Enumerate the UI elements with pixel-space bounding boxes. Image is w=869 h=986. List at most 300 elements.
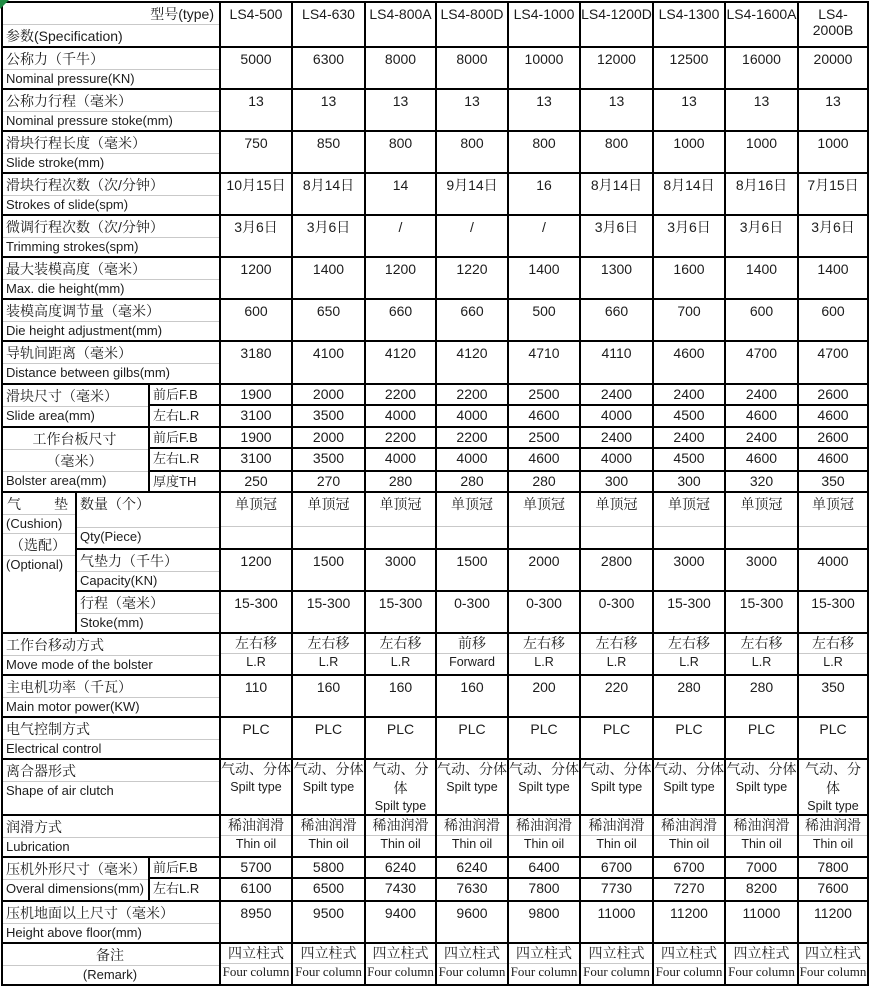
row-label-cell xyxy=(2,215,220,257)
value-cell xyxy=(436,173,508,215)
value-zh: 左右移 xyxy=(235,635,277,651)
value: 15-300 xyxy=(739,595,784,611)
value-cell xyxy=(725,427,798,448)
value-cell xyxy=(798,717,868,759)
value-cell xyxy=(508,384,580,405)
value-cell xyxy=(725,492,798,549)
value: 7430 xyxy=(384,880,417,896)
row-label-en: Strokes of slide(spm) xyxy=(6,197,129,212)
value: 280 xyxy=(532,473,556,489)
value-cell xyxy=(436,943,508,985)
value-cell xyxy=(436,675,508,717)
value: 1000 xyxy=(817,135,849,151)
value: 7730 xyxy=(600,880,633,896)
value-cell xyxy=(725,633,798,675)
value-cell xyxy=(653,549,725,591)
line-separator xyxy=(581,526,652,527)
value: 2600 xyxy=(817,386,849,402)
value: 8月16日 xyxy=(735,177,788,193)
header-row xyxy=(2,2,868,47)
value: 11200 xyxy=(670,905,708,921)
value-cell xyxy=(580,405,653,427)
value: 2400 xyxy=(745,429,778,445)
row-label-en: Distance between gilbs(mm) xyxy=(6,365,171,380)
row-label-zh: 润滑方式 xyxy=(6,819,62,835)
value-zh: 左右移 xyxy=(379,635,422,651)
value-cell xyxy=(798,815,868,857)
value-cell xyxy=(292,47,365,89)
value-cell xyxy=(365,215,436,257)
value-en: Four column xyxy=(655,964,723,979)
value-cell xyxy=(292,427,365,448)
group-label-cell xyxy=(2,857,149,901)
value: 4000 xyxy=(817,553,849,569)
row-label-cell xyxy=(2,47,220,89)
row-label-en: Shape of air clutch xyxy=(6,783,114,798)
spacer xyxy=(77,514,219,527)
spec-row xyxy=(2,131,868,173)
row-label-en: Stoke(mm) xyxy=(80,615,144,630)
value-cell xyxy=(653,878,725,901)
value-cell xyxy=(653,341,725,384)
row-label-en: Trimming strokes(spm) xyxy=(6,239,139,254)
value-zh: 左右移 xyxy=(740,635,783,651)
cushion-sub-label-cell xyxy=(76,549,220,591)
value: 6500 xyxy=(312,880,345,896)
value-cell xyxy=(220,215,292,257)
value: 3月6日 xyxy=(667,219,711,235)
value-cell xyxy=(220,591,292,633)
value: 6240 xyxy=(384,859,417,875)
value-cell xyxy=(508,675,580,717)
value: 4600 xyxy=(673,345,705,361)
value-zh: 左右移 xyxy=(668,635,710,651)
value: 160 xyxy=(388,679,413,695)
model-header: LS4-2000B xyxy=(798,2,868,47)
value-cell xyxy=(508,471,580,492)
value: 4120 xyxy=(384,345,417,361)
cushion-zh-left: 气 xyxy=(7,496,21,512)
value: PLC xyxy=(314,721,343,737)
line-separator xyxy=(221,526,291,527)
value-cell xyxy=(508,633,580,675)
row-label-en: Electrical control xyxy=(6,741,102,756)
sub-label-cell xyxy=(149,384,220,405)
value-cell xyxy=(292,131,365,173)
sub-label: 左右L.R xyxy=(153,451,200,466)
value-cell xyxy=(798,857,868,878)
value: 2500 xyxy=(528,429,560,445)
spec-row xyxy=(2,717,868,759)
spec-subrow xyxy=(2,549,868,591)
value: 660 xyxy=(604,303,629,319)
value-cell xyxy=(292,341,365,384)
value: 4100 xyxy=(312,345,345,361)
cushion-zh-right: 垫 xyxy=(54,496,68,512)
value: 4600 xyxy=(745,407,778,423)
row-label-en: Qty(Piece) xyxy=(80,529,142,544)
value: 9月14日 xyxy=(446,177,498,193)
value-cell xyxy=(798,549,868,591)
value-cell xyxy=(292,405,365,427)
value-cell xyxy=(436,341,508,384)
value-en: Thin oil xyxy=(741,837,782,851)
value: 单顶冠 xyxy=(451,496,493,512)
value-cell xyxy=(508,405,580,427)
value: 280 xyxy=(749,679,774,695)
value-cell xyxy=(436,47,508,89)
value: 280 xyxy=(460,473,484,489)
value: 200 xyxy=(532,679,556,695)
value: 单顶冠 xyxy=(523,496,565,512)
value-cell xyxy=(220,89,292,131)
row-label-en: Main motor power(KW) xyxy=(6,699,140,714)
value: 2400 xyxy=(673,386,705,402)
row-label-zh: 装模高度调节量（毫米） xyxy=(6,303,160,319)
spec-row xyxy=(2,89,868,131)
value-en: L.R xyxy=(246,655,266,669)
value-cell xyxy=(436,759,508,815)
value-zh: 气动、分体 xyxy=(293,761,364,777)
value-cell xyxy=(653,89,725,131)
value-cell xyxy=(653,901,725,943)
value: 3月6日 xyxy=(306,219,351,235)
value: 8200 xyxy=(745,880,778,896)
value: 850 xyxy=(316,135,341,151)
value-cell xyxy=(365,943,436,985)
value: 13 xyxy=(464,93,480,109)
value: 3500 xyxy=(312,450,345,466)
group-label-line: Bolster area(mm) xyxy=(6,473,107,488)
value-cell xyxy=(798,427,868,448)
value-zh: 气动、分体 xyxy=(726,761,797,777)
group-label-line: Overal dimensions(mm) xyxy=(6,881,144,896)
value: 15-300 xyxy=(378,595,423,611)
value-cell xyxy=(725,448,798,471)
spacer xyxy=(581,516,652,526)
value-en: Spilt type xyxy=(302,780,355,794)
value-cell xyxy=(220,471,292,492)
value-cell xyxy=(653,173,725,215)
value-cell xyxy=(292,857,365,878)
value-cell xyxy=(580,299,653,341)
spec-subrow xyxy=(2,427,868,448)
value-cell xyxy=(365,384,436,405)
value-cell xyxy=(436,878,508,901)
value: / xyxy=(542,219,546,235)
value-cell xyxy=(365,427,436,448)
value-cell xyxy=(436,471,508,492)
value: 6700 xyxy=(600,859,633,875)
value-zh: 气动、分体 xyxy=(509,761,579,777)
value: 3100 xyxy=(240,450,272,466)
value-cell xyxy=(725,471,798,492)
value-cell xyxy=(436,591,508,633)
value-cell xyxy=(725,878,798,901)
value-zh: 左右移 xyxy=(595,635,638,651)
value-cell xyxy=(798,675,868,717)
row-label-zh: 滑块行程长度（毫米） xyxy=(6,135,146,151)
value-cell xyxy=(798,901,868,943)
spacer xyxy=(437,516,507,526)
value-cell xyxy=(436,299,508,341)
value-cell xyxy=(798,47,868,89)
value-cell xyxy=(220,405,292,427)
value-en: Four column xyxy=(295,964,362,979)
row-label-cell xyxy=(2,815,220,857)
cushion-sub-label-cell xyxy=(76,492,220,549)
value-cell xyxy=(365,878,436,901)
value-zh: 气动、分体 xyxy=(581,761,652,777)
row-label-cell xyxy=(2,89,220,131)
value-cell xyxy=(365,47,436,89)
value-cell xyxy=(292,89,365,131)
row-label-zh: 公称力行程（毫米） xyxy=(6,93,132,109)
value-cell xyxy=(580,341,653,384)
value-cell xyxy=(365,448,436,471)
value-cell xyxy=(365,591,436,633)
value: 13 xyxy=(248,93,264,109)
value: 300 xyxy=(604,473,629,489)
value: 250 xyxy=(244,473,268,489)
value-cell xyxy=(508,257,580,299)
value: 1500 xyxy=(456,553,488,569)
value-cell xyxy=(508,131,580,173)
value: 20000 xyxy=(813,51,853,67)
value-cell xyxy=(725,815,798,857)
value-cell xyxy=(436,717,508,759)
value-cell xyxy=(436,257,508,299)
spec-subrow xyxy=(2,492,868,549)
value: 单顶冠 xyxy=(307,496,350,512)
value-cell xyxy=(653,257,725,299)
value-cell xyxy=(365,257,436,299)
value-cell xyxy=(508,89,580,131)
row-label-cell xyxy=(2,257,220,299)
cushion-label-optional-en: (Optional) xyxy=(6,557,64,572)
value: PLC xyxy=(819,721,847,737)
value: 13 xyxy=(753,93,770,109)
value: 280 xyxy=(388,473,413,489)
value: 1000 xyxy=(745,135,778,151)
line-separator xyxy=(366,526,435,527)
value: 3000 xyxy=(384,553,417,569)
value-cell xyxy=(580,717,653,759)
value-cell xyxy=(653,405,725,427)
value-cell xyxy=(220,901,292,943)
value-zh: 四立柱式 xyxy=(733,945,790,961)
value: 2000 xyxy=(528,553,560,569)
value-cell xyxy=(220,448,292,471)
spec-row xyxy=(2,815,868,857)
value-cell xyxy=(220,173,292,215)
value: 7800 xyxy=(528,880,560,896)
value-en: L.R xyxy=(751,655,772,669)
value: 3月6日 xyxy=(811,219,855,235)
value: 750 xyxy=(244,135,268,151)
value-zh: 四立柱式 xyxy=(228,945,284,961)
value: 0-300 xyxy=(598,595,635,611)
value: 2200 xyxy=(384,386,417,402)
sub-label-cell xyxy=(149,878,220,901)
value-cell xyxy=(580,257,653,299)
value: 800 xyxy=(604,135,629,151)
value-zh: 气动、分体 xyxy=(654,761,724,777)
value: 1220 xyxy=(456,261,488,277)
value-zh: 稀油润滑 xyxy=(516,817,572,833)
value-en: Spilt type xyxy=(518,780,570,794)
value-cell xyxy=(292,173,365,215)
value-cell xyxy=(653,384,725,405)
value: 4700 xyxy=(817,345,849,361)
value-cell xyxy=(580,675,653,717)
value: 15-300 xyxy=(811,595,855,611)
value: 11200 xyxy=(814,905,852,921)
value: 320 xyxy=(749,473,774,489)
spec-subrow xyxy=(2,384,868,405)
value-zh: 左右移 xyxy=(307,635,350,651)
cushion-label-cell xyxy=(2,492,76,633)
value: 12500 xyxy=(669,51,709,67)
value: 1300 xyxy=(600,261,633,277)
value-zh: 稀油润滑 xyxy=(805,817,861,833)
value: 1600 xyxy=(673,261,705,277)
value: 270 xyxy=(316,473,341,489)
value-cell xyxy=(436,89,508,131)
row-label-zh: 行程（毫米） xyxy=(80,595,164,611)
value-cell xyxy=(653,448,725,471)
value-zh: 四立柱式 xyxy=(661,945,717,961)
spec-row xyxy=(2,299,868,341)
value: 600 xyxy=(821,303,845,319)
value: 6100 xyxy=(240,880,272,896)
value-cell xyxy=(365,471,436,492)
value-cell xyxy=(580,471,653,492)
spec-row xyxy=(2,341,868,384)
value-cell xyxy=(580,384,653,405)
spacer xyxy=(293,516,364,526)
value: 单顶冠 xyxy=(235,496,277,512)
value-en: Spilt type xyxy=(374,799,427,813)
value-cell xyxy=(436,384,508,405)
value-en: Four column xyxy=(510,964,578,979)
value: 11000 xyxy=(597,905,636,921)
value-cell xyxy=(508,47,580,89)
value-zh: 气动、分体 xyxy=(372,761,429,796)
value: 15-300 xyxy=(234,595,278,611)
value: 2000 xyxy=(312,429,345,445)
value: 11000 xyxy=(742,905,781,921)
value-cell xyxy=(725,943,798,985)
value-cell xyxy=(436,815,508,857)
value: 4000 xyxy=(384,450,417,466)
spec-row xyxy=(2,943,868,985)
value: 单顶冠 xyxy=(812,496,854,512)
value-cell xyxy=(653,299,725,341)
value: 1400 xyxy=(528,261,560,277)
value: 7270 xyxy=(673,880,705,896)
line-separator xyxy=(509,526,579,527)
sub-label-cell xyxy=(149,471,220,492)
value-cell xyxy=(580,878,653,901)
value-cell xyxy=(580,492,653,549)
value-en: Thin oil xyxy=(235,837,277,851)
value-cell xyxy=(653,717,725,759)
value-en: Thin oil xyxy=(668,837,710,851)
value-cell xyxy=(220,878,292,901)
value: 800 xyxy=(388,135,413,151)
spec-row xyxy=(2,901,868,943)
model-header: LS4-1600A xyxy=(725,2,798,47)
value: 1900 xyxy=(240,386,272,402)
model-header: LS4-1300 xyxy=(653,2,725,47)
value-cell xyxy=(365,341,436,384)
cushion-label-optional-zh: （选配） xyxy=(10,537,66,553)
value-en: Four column xyxy=(222,964,290,979)
value: 650 xyxy=(316,303,341,319)
value-cell xyxy=(292,492,365,549)
sub-label-cell xyxy=(149,857,220,878)
value-zh: 稀油润滑 xyxy=(372,817,429,833)
value: 3000 xyxy=(745,553,778,569)
line-separator xyxy=(437,526,507,527)
value-cell xyxy=(580,448,653,471)
value: / xyxy=(470,219,474,235)
value-cell xyxy=(220,299,292,341)
value-cell xyxy=(798,405,868,427)
value: 7800 xyxy=(817,859,849,875)
value-cell xyxy=(725,405,798,427)
value: 单顶冠 xyxy=(740,496,783,512)
value: 8月14日 xyxy=(663,177,715,193)
value: 6240 xyxy=(456,859,488,875)
value-cell xyxy=(220,675,292,717)
value-en: Thin oil xyxy=(380,837,421,851)
spec-row xyxy=(2,47,868,89)
value: 13 xyxy=(392,93,409,109)
value-cell xyxy=(508,857,580,878)
corner-cell xyxy=(2,2,220,47)
value-cell xyxy=(365,549,436,591)
value: PLC xyxy=(602,721,631,737)
spacer xyxy=(366,516,435,526)
value-en: Spilt type xyxy=(590,780,643,794)
value-cell xyxy=(725,549,798,591)
value-zh: 四立柱式 xyxy=(300,945,357,961)
group-label-line: （毫米） xyxy=(46,453,103,469)
value: 16 xyxy=(536,177,552,193)
sub-label: 厚度TH xyxy=(153,474,197,489)
value: 13 xyxy=(320,93,337,109)
value: 单顶冠 xyxy=(379,496,422,512)
value-cell xyxy=(798,215,868,257)
row-label-en: Lubrication xyxy=(6,839,70,854)
row-label-cell xyxy=(2,759,220,815)
value: 600 xyxy=(749,303,774,319)
row-label-cell xyxy=(2,717,220,759)
value-cell xyxy=(725,257,798,299)
value-cell xyxy=(365,89,436,131)
line-separator xyxy=(293,526,364,527)
value-en: L.R xyxy=(390,655,411,669)
value: 2200 xyxy=(384,429,417,445)
value: 1200 xyxy=(240,553,272,569)
value-cell xyxy=(220,47,292,89)
value: 4120 xyxy=(456,345,488,361)
value: 660 xyxy=(460,303,484,319)
value: 4000 xyxy=(456,407,488,423)
value-en: Spilt type xyxy=(807,799,859,813)
